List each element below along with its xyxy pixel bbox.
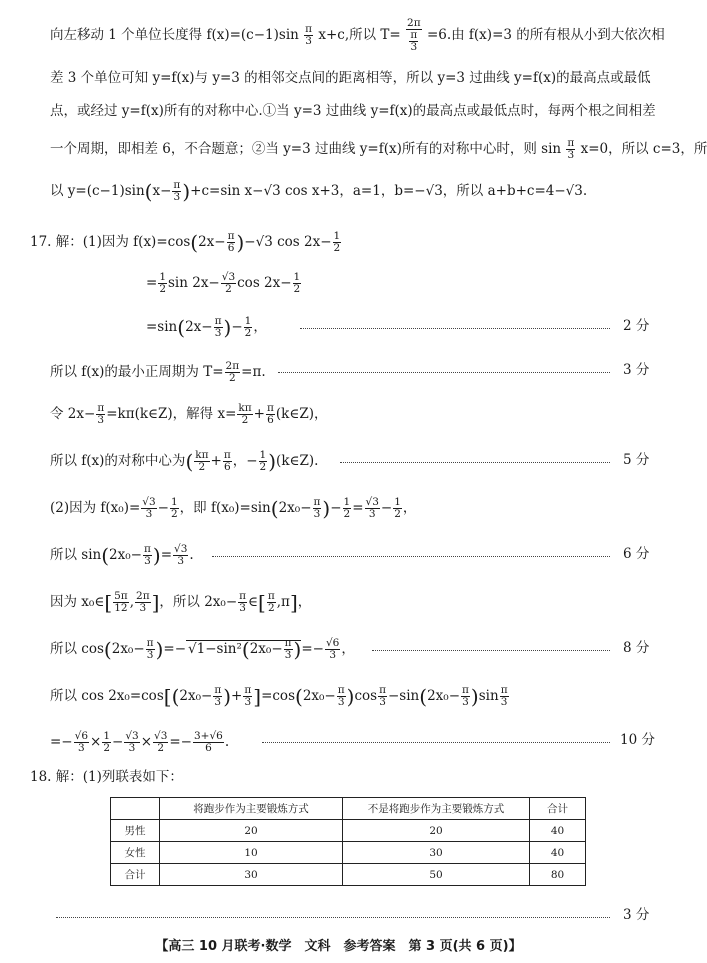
intro-line-2: 差 3 个单位可知 y=f(x)与 y=3 的相邻交点间的距离相等，所以 y=3 过曲线 y=f(x)的最高点或最低 bbox=[50, 70, 651, 86]
intro-line-4: 一个周期，即相差 6，不合题意；②当 y=3 过曲线 y=f(x)所有的对称中心时，则 sin $\frac{\pi}{3}$ x=0，所以 c=3，所 bbox=[50, 137, 707, 162]
score-label: 8 分 bbox=[623, 640, 650, 656]
table-cell: 20 bbox=[343, 820, 530, 842]
page-footer: 【高三 10 月联考·数学 文科 参考答案 第 3 页(共 6 页)】 bbox=[155, 939, 522, 954]
table-row bbox=[111, 820, 586, 842]
q17-line-12: =− $\frac{√6}{3}$ × $\frac{1}{2}$ − $\frac{√3}{3}$ × $\frac{√3}{2}$ =− $\frac{3+√6}{6}$ . bbox=[50, 730, 230, 755]
q17-line-4: 所以 f(x)的最小正周期为 T= $\frac{2\pi}{2}$ =π. bbox=[50, 360, 266, 385]
leader-dots bbox=[278, 372, 610, 373]
table-row bbox=[111, 864, 586, 886]
score-label: 10 分 bbox=[620, 732, 655, 748]
q17-line-7: (2)因为 f(x₀)= $\frac{√3}{3}$ − $\frac{1}{2}$ ，即 f(x₀)=sin(2x₀− $\frac{\pi}{3}$ )− $\frac{1}{2}$ = $\frac{√3}{3}$ − $\frac{1}{2}$ ， bbox=[50, 496, 417, 521]
q17-line-10: 所以 cos(2x₀− $\frac{\pi}{3}$ )=− √1−sin²(2x₀− $\frac{\pi}{3}$ )=− $\frac{√6}{3}$ ， bbox=[50, 637, 355, 662]
table-header-cell: 将跑步作为主要锻炼方式 bbox=[160, 798, 343, 820]
table-cell: 40 bbox=[530, 820, 586, 842]
table-cell: 40 bbox=[530, 842, 586, 864]
q18-label: 18. 解：(1)列联表如下： bbox=[30, 769, 183, 785]
score-label: 6 分 bbox=[623, 546, 650, 562]
leader-dots bbox=[340, 462, 610, 463]
table-cell: 男性 bbox=[111, 820, 160, 842]
q17-line-8: 所以 sin(2x₀− $\frac{\pi}{3}$ )= $\frac{√3}{3}$ . bbox=[50, 543, 194, 568]
q17-line-5: 令 2x− $\frac{\pi}{3}$ =kπ(k∈Z)，解得 x= $\frac{k\pi}{2}$ + $\frac{\pi}{6}$ (k∈Z)， bbox=[50, 402, 328, 427]
intro-line-3: 点，或经过 y=f(x)所有的对称中心.①当 y=3 过曲线 y=f(x)的最高点或最低点时，每两个根之间相差 bbox=[50, 103, 656, 119]
table-cell: 20 bbox=[160, 820, 343, 842]
score-label: 2 分 bbox=[623, 318, 650, 334]
score-label: 5 分 bbox=[623, 452, 650, 468]
score-label: 3 分 bbox=[623, 362, 650, 378]
table-cell: 50 bbox=[343, 864, 530, 886]
table-header-cell: 不是将跑步作为主要锻炼方式 bbox=[343, 798, 530, 820]
leader-dots bbox=[56, 917, 610, 918]
table-cell: 合计 bbox=[111, 864, 160, 886]
table-header-cell: 合计 bbox=[530, 798, 586, 820]
table-cell: 10 bbox=[160, 842, 343, 864]
q17-line-3: =sin(2x− $\frac{\pi}{3}$ )− $\frac{1}{2}$ ， bbox=[146, 315, 267, 340]
q17-line-2: = $\frac{1}{2}$ sin 2x− $\frac{√3}{2}$ cos 2x− $\frac{1}{2}$ bbox=[146, 271, 301, 296]
intro-line-5: 以 y=(c−1)sin(x− $\frac{\pi}{3}$ )+c=sin x−√3 cos x+3，a=1，b=−√3，所以 a+b+c=4−√3. bbox=[50, 179, 588, 204]
table-cell: 女性 bbox=[111, 842, 160, 864]
table-header-cell bbox=[111, 798, 160, 820]
table-cell: 80 bbox=[530, 864, 586, 886]
q17-line-11: 所以 cos 2x₀=cos[(2x₀− $\frac{\pi}{3}$ )+ $\frac{\pi}{3}$ ]=cos(2x₀− $\frac{\pi}{3}$ )cos $\frac{\pi}{3}$ −sin(2x₀− $\frac{\pi}{3}$ )sin $\frac{\pi}{3}$ bbox=[50, 684, 508, 709]
score-label: 3 分 bbox=[623, 907, 650, 923]
leader-dots bbox=[212, 556, 610, 557]
q17-line-1: 17. 解：(1)因为 f(x)=cos(2x− $\frac{\pi}{6}$ )−√3 cos 2x− $\frac{1}{2}$ bbox=[30, 230, 341, 255]
leader-dots bbox=[372, 650, 610, 651]
fraction: $\frac{2\pi}{\frac{\pi}{3}}$ bbox=[407, 17, 421, 54]
table-cell: 30 bbox=[160, 864, 343, 886]
leader-dots bbox=[262, 742, 610, 743]
leader-dots bbox=[300, 328, 610, 329]
q17-line-6: 所以 f(x)的对称中心为( $\frac{k\pi}{2}$ + $\frac{\pi}{6}$ ，− $\frac{1}{2}$ )(k∈Z). bbox=[50, 449, 319, 474]
intro-line-1: 向左移动 1 个单位长度得 f(x)=(c−1)sin $\frac{\pi}{3}$ x+c,所以 T= $\frac{2\pi}{\frac{\pi}{3}}$ =6.由 f(x)=3 的所有根从小到大依次相 bbox=[50, 17, 665, 54]
table-row bbox=[111, 842, 586, 864]
fraction: $\frac{\pi}{3}$ bbox=[305, 23, 313, 48]
contingency-table bbox=[110, 797, 586, 886]
table-header-row bbox=[111, 798, 586, 820]
table-cell: 30 bbox=[343, 842, 530, 864]
q17-line-9: 因为 x₀∈[ $\frac{5\pi}{12}$ , $\frac{2\pi}{3}$ ]，所以 2x₀− $\frac{\pi}{3}$ ∈[ $\frac{\pi}{2}$ ,π]， bbox=[50, 590, 312, 615]
